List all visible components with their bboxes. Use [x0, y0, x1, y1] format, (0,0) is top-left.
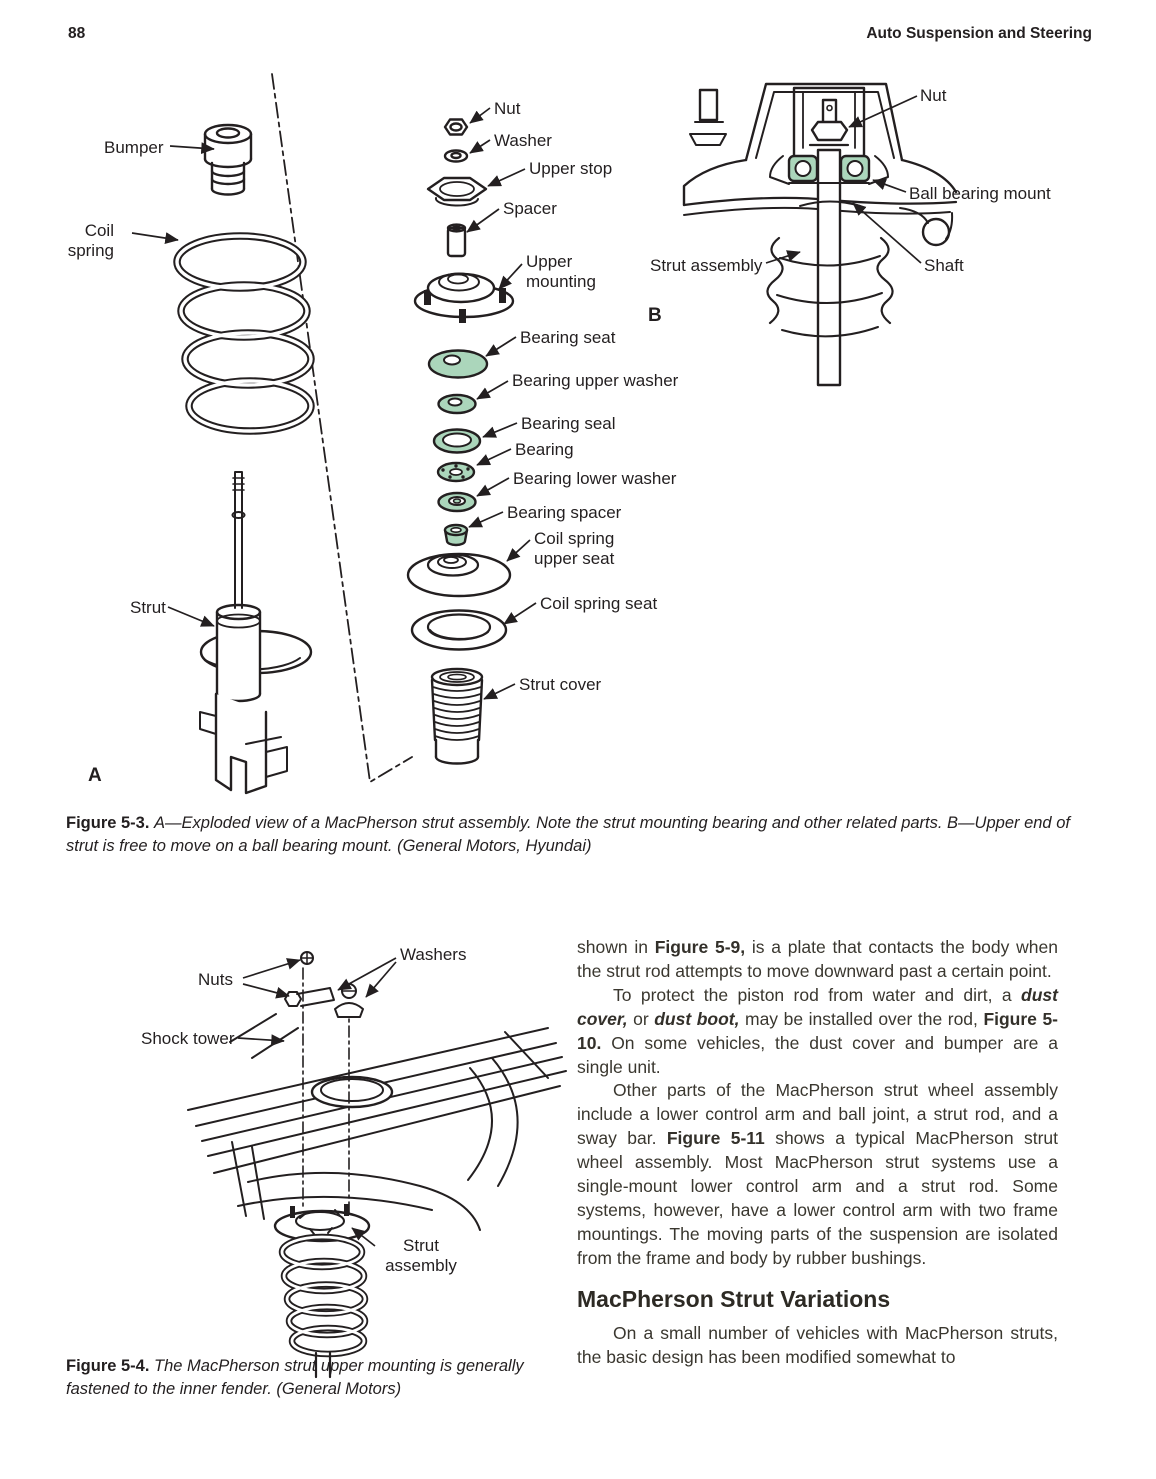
- figure-5-3-caption-text: A—Exploded view of a MacPherson strut assembly. Note the strut mounting bearing and other related parts. B—Upper end of strut is free to move on a ball bearing mount. (General Motors, Hyundai): [66, 814, 1070, 855]
- callout-nut-a: Nut: [494, 99, 521, 118]
- figure-5-3-caption-tag: Figure 5-3.: [66, 814, 150, 832]
- term-dust-boot: dust boot,: [654, 1008, 740, 1029]
- callout-spacer: Spacer: [503, 199, 557, 218]
- section-heading: MacPherson Strut Variations: [577, 1285, 891, 1312]
- text-run: shown in: [577, 937, 655, 957]
- callout-nuts: Nuts: [198, 970, 233, 989]
- callout-bearing-seal: Bearing seal: [521, 414, 616, 433]
- text-run: may be installed over the rod,: [739, 1008, 984, 1029]
- callout-ball-bearing-mount: Ball bearing mount: [909, 184, 1051, 203]
- callout-strut: Strut: [130, 598, 166, 617]
- paragraph-4: [577, 1322, 1058, 1370]
- text-column: [577, 936, 1058, 1370]
- figure-reference: Figure 5-9,: [654, 937, 746, 957]
- paragraph-1: [577, 936, 1058, 984]
- figure-reference: Figure 5-10.: [577, 1008, 1059, 1053]
- callout-shock-tower: Shock tower: [141, 1029, 235, 1048]
- text-run: On a small number of vehicles with MacPherson struts, the basic design has been modified somewhat to: [577, 1322, 1058, 1367]
- callout-bearing-spacer: Bearing spacer: [507, 503, 622, 522]
- callout-coil-spring-seat: Coil spring seat: [540, 594, 658, 613]
- panel-b-tag: B: [648, 305, 662, 326]
- callout-upper-stop: Upper stop: [529, 159, 613, 178]
- running-title: Auto Suspension and Steering: [866, 25, 1092, 42]
- callout-strut-cover: Strut cover: [519, 675, 602, 694]
- paragraph-2: [577, 984, 1058, 1080]
- callout-bearing: Bearing: [515, 440, 574, 459]
- figure-5-3-caption: [66, 812, 1094, 857]
- callout-bearing-upper-washer: Bearing upper washer: [512, 371, 679, 390]
- text-run: Other parts of the MacPherson strut wheel assembly include a lower control arm and ball joint, a strut rod, and a sway bar.: [577, 1080, 1058, 1149]
- callout-coil-spring-upper-seat: Coil spring upper seat: [534, 529, 615, 568]
- callout-bearing-lower-washer: Bearing lower washer: [513, 469, 677, 488]
- page-number: 88: [68, 25, 86, 42]
- callout-coil-spring: Coil spring: [67, 221, 114, 260]
- text-run: To protect the piston rod from water and dirt, a: [613, 984, 1022, 1005]
- figure-5-4-caption-text: The MacPherson strut upper mounting is generally fastened to the inner fender. (General Motors): [66, 1357, 524, 1398]
- text-run: or: [627, 1008, 655, 1029]
- callout-bearing-seat: Bearing seat: [520, 328, 616, 347]
- paragraph-3: [577, 1079, 1058, 1270]
- callout-shaft: Shaft: [924, 256, 964, 275]
- callout-nut-b: Nut: [920, 86, 947, 105]
- callout-upper-mounting: Upper mounting: [526, 252, 596, 291]
- panel-a-tag: A: [88, 765, 102, 786]
- text-run: On some vehicles, the dust cover and bumper are a single unit.: [577, 1032, 1058, 1077]
- text-run: is a plate that contacts the body when the strut rod attempts to move downward past a certain point.: [577, 937, 1058, 981]
- term-dust-cover: dust cover,: [577, 984, 1058, 1029]
- text-run: shows a typical MacPherson strut wheel assembly. Most MacPherson strut systems use a single-mount lower control arm and a strut rod. Some systems, however, have a lower control arm with two frame mountings. The moving parts of the suspension are isolated from the frame and body by rubber bushings.: [577, 1128, 1058, 1268]
- callout-washers: Washers: [400, 945, 467, 964]
- figure-5-4-caption: [66, 1355, 574, 1400]
- callout-strut-assembly-54: Strut assembly: [385, 1236, 457, 1275]
- figure-5-4-caption-tag: Figure 5-4.: [66, 1357, 150, 1375]
- callout-strut-assembly-b: Strut assembly: [650, 256, 763, 275]
- callout-washer: Washer: [494, 131, 552, 150]
- figure-reference: Figure 5-11: [666, 1128, 765, 1149]
- callout-bumper: Bumper: [104, 138, 164, 157]
